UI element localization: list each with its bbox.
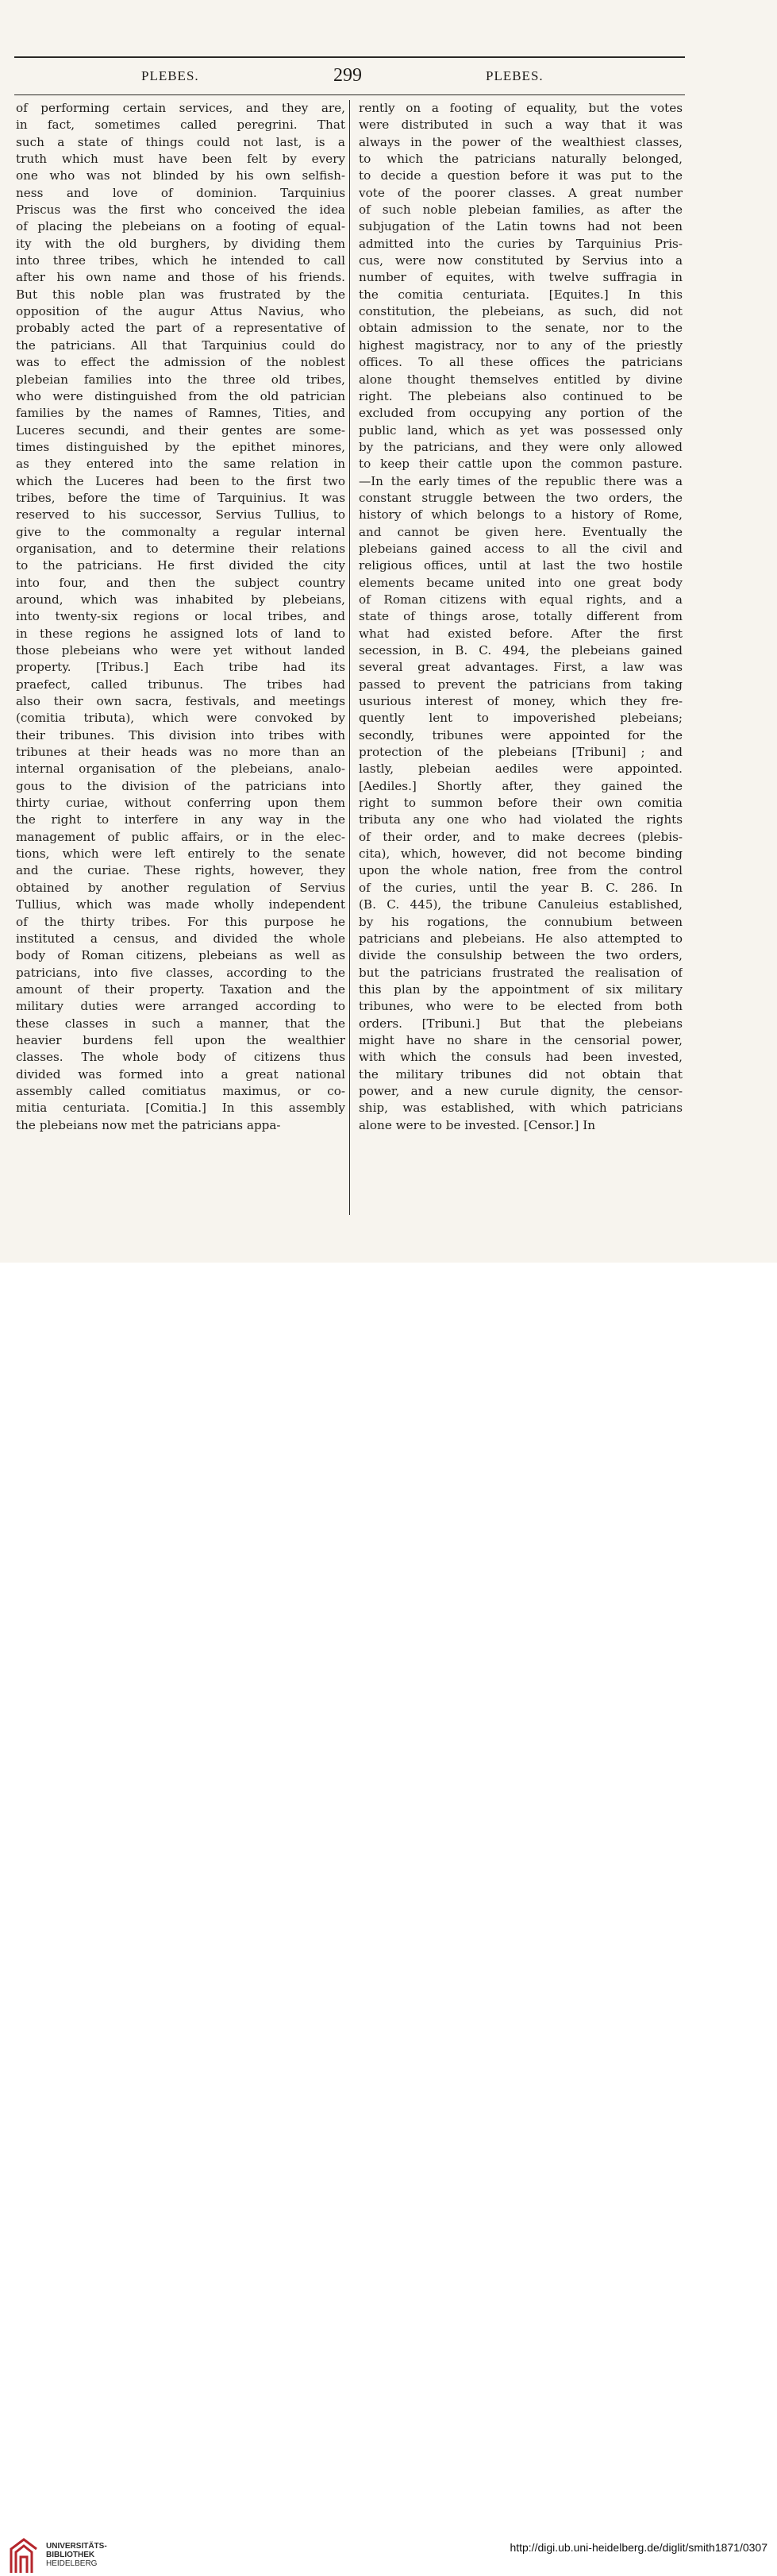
text-line: subjugation of the Latin towns had not been — [359, 219, 683, 234]
text-line: of performing certain services, and they are, — [16, 101, 345, 115]
text-line: rently on a footing of equality, but the votes — [359, 101, 683, 115]
header-rule — [14, 94, 685, 95]
text-line: in these regions he assigned lots of land to — [16, 626, 345, 641]
text-line: was to effect the admission of the noblest — [16, 355, 345, 370]
text-line: of their order, and to make decrees (plebis- — [359, 829, 683, 844]
text-line: (B. C. 445), the tribune Canuleius established, — [359, 897, 683, 912]
text-line: Priscus was the first who conceived the idea — [16, 202, 345, 218]
text-line: plebeian families into the three old tribes, — [16, 372, 345, 387]
text-line: constant struggle between the two orders, the — [359, 490, 683, 505]
text-line: of Roman citizens with equal rights, and a — [359, 592, 683, 607]
text-line: history of which belongs to a history of Rome, — [359, 507, 683, 523]
text-line: classes. The whole body of citizens thus — [16, 1050, 345, 1065]
text-line: religious offices, until at last the two hostile — [359, 558, 683, 573]
text-line: by his rogations, the connubium between — [359, 914, 683, 929]
text-line: But this noble plan was frustrated by the — [16, 287, 345, 302]
text-line: offices. To all these offices the patricians — [359, 355, 683, 370]
text-line: around, which was inhabited by plebeians, — [16, 592, 345, 607]
text-line: thirty curiae, without conferring upon them — [16, 796, 345, 811]
text-line: cus, were now constituted by Servius into a — [359, 253, 683, 268]
text-line: to which the patricians naturally belonged, — [359, 152, 683, 167]
text-line: ness and love of dominion. Tarquinius — [16, 185, 345, 200]
institution-line-3: HEIDELBERG — [46, 2559, 98, 2568]
text-line: upon the whole nation, free from the control — [359, 863, 683, 878]
text-line: times distinguished by the epithet minores, — [16, 439, 345, 454]
text-line: elements became united into one great body — [359, 575, 683, 590]
text-line: quently lent to impoverished plebeians; — [359, 711, 683, 726]
text-line: what had existed before. After the first — [359, 626, 683, 641]
text-line: property. [Tribus.] Each tribe had its — [16, 660, 345, 675]
text-line: tions, which were left entirely to the senate — [16, 846, 345, 862]
text-line: always in the power of the wealthiest classes, — [359, 134, 683, 149]
text-line: (comitia tributa), which were convoked by — [16, 711, 345, 726]
text-line: the right to interfere in any way in the — [16, 812, 345, 827]
text-line: tribunes at their heads was no more than an — [16, 745, 345, 760]
text-line: by the patricians, and they were only allowed — [359, 439, 683, 454]
text-line: gous to the division of the patricians into — [16, 778, 345, 793]
institution-name[interactable] — [46, 2542, 107, 2568]
text-line: this plan by the appointment of six military — [359, 981, 683, 997]
text-line: public land, which as yet was possessed only — [359, 422, 683, 438]
text-line: excluded from occupying any portion of the — [359, 406, 683, 421]
text-line: the patricians. All that Tarquinius could do — [16, 337, 345, 353]
text-line: probably acted the part of a representative of — [16, 321, 345, 336]
text-line: internal organisation of the plebeians, analo- — [16, 762, 345, 777]
text-line: right. The plebeians also continued to be — [359, 388, 683, 403]
text-line: the comitia centuriata. [Equites.] In this — [359, 287, 683, 302]
text-line: to keep their cattle upon the common pasture. — [359, 457, 683, 472]
page-number: 299 — [333, 65, 362, 86]
text-line: protection of the plebeians [Tribuni] ; and — [359, 745, 683, 760]
text-line: and the curiae. These rights, however, they — [16, 863, 345, 878]
text-line: [Aediles.] Shortly after, they gained the — [359, 778, 683, 793]
text-line: the plebeians now met the patricians appa- — [16, 1117, 281, 1132]
text-line: to decide a question before it was put to the — [359, 168, 683, 183]
text-line: the military tribunes did not obtain that — [359, 1066, 683, 1082]
text-line: into twenty-six regions or local tribes, and — [16, 609, 345, 624]
text-line: give to the commonalty a regular internal — [16, 524, 345, 539]
text-line: several great advantages. First, a law was — [359, 660, 683, 675]
text-line: to the patricians. He first divided the city — [16, 558, 345, 573]
text-line: into three tribes, which he intended to call — [16, 253, 345, 268]
text-line: constitution, the plebeians, as such, did not — [359, 304, 683, 319]
institution-line-2: BIBLIOTHEK — [46, 2551, 95, 2559]
text-line: amount of their property. Taxation and the — [16, 981, 345, 997]
text-line: Tullius, which was made wholly independent — [16, 897, 345, 912]
running-head-left: PLEBES. — [141, 68, 199, 83]
text-line: patricians, into five classes, according to the — [16, 965, 345, 980]
text-line: alone thought themselves entitled by divine — [359, 372, 683, 387]
top-rule — [14, 56, 685, 58]
text-line: were distributed in such a way that it was — [359, 118, 683, 133]
text-line: such a state of things could not last, is a — [16, 134, 345, 149]
text-line: vote of the poorer classes. A great number — [359, 185, 683, 200]
text-line: of the curies, until the year B. C. 286. In — [359, 880, 683, 895]
text-line: divided was formed into a great national — [16, 1066, 345, 1082]
text-line: in fact, sometimes called peregrini. That — [16, 118, 345, 133]
text-line: secondly, tribunes were appointed for the — [359, 727, 683, 742]
text-line: but the patricians frustrated the realisation of — [359, 965, 683, 980]
text-line: reserved to his successor, Servius Tullius, to — [16, 507, 345, 523]
text-line: secession, in B. C. 494, the plebeians gained — [359, 643, 683, 657]
text-line: those plebeians who were yet without landed — [16, 643, 345, 657]
source-url-link[interactable]: http://digi.ub.uni-heidelberg.de/diglit/smith1871/0307 — [510, 2541, 767, 2554]
text-line: of such noble plebeian families, as after the — [359, 202, 683, 218]
text-line: cita), which, however, did not become binding — [359, 846, 683, 862]
text-line: highest magistracy, nor to any of the priestly — [359, 337, 683, 353]
text-line: orders. [Tribuni.] But that the plebeians — [359, 1016, 683, 1031]
text-line: management of public affairs, or in the elec- — [16, 829, 345, 844]
text-line: state of things arose, totally different from — [359, 609, 683, 624]
text-line: power, and a new curule dignity, the censor- — [359, 1083, 683, 1098]
text-line: plebeians gained access to all the civil and — [359, 541, 683, 556]
text-line: tributa any one who had violated the rights — [359, 812, 683, 827]
text-line: lastly, plebeian aediles were appointed. — [359, 762, 683, 777]
text-line: might have no share in the censorial power, — [359, 1032, 683, 1047]
text-line: divide the consulship between the two orders, — [359, 948, 683, 963]
text-line: mitia centuriata. [Comitia.] In this assembly — [16, 1101, 345, 1116]
text-line: ity with the old burghers, by dividing them — [16, 236, 345, 251]
text-line: their tribunes. This division into tribes with — [16, 727, 345, 742]
text-line: alone were to be invested. [Censor.] In — [359, 1117, 596, 1132]
text-line: patricians and plebeians. He also attempted to — [359, 931, 683, 946]
scanned-page — [0, 0, 777, 1263]
text-line: —In the early times of the republic there was a — [359, 473, 683, 488]
footer-bar — [0, 1263, 777, 2568]
text-line: one who was not blinded by his own selfish- — [16, 168, 345, 183]
running-head-right: PLEBES. — [486, 68, 544, 83]
text-line: military duties were arranged according to — [16, 999, 345, 1014]
text-line: right to summon before their own comitia — [359, 796, 683, 811]
text-line: organisation, and to determine their relations — [16, 541, 345, 556]
text-line: admitted into the curies by Tarquinius Pris- — [359, 236, 683, 251]
text-line: tribes, before the time of Tarquinius. It was — [16, 490, 345, 505]
text-line: ship, was established, with which patricians — [359, 1101, 683, 1116]
text-column-left — [16, 100, 345, 1134]
text-line: opposition of the augur Attus Navius, who — [16, 304, 345, 319]
text-line: assembly called comitiatus maximus, or co- — [16, 1083, 345, 1098]
text-line: with which the consuls had been invested, — [359, 1050, 683, 1065]
text-line: which the Luceres had been to the first two — [16, 473, 345, 488]
text-line: after his own name and those of his friends. — [16, 270, 345, 285]
text-line: families by the names of Ramnes, Tities, and — [16, 406, 345, 421]
text-line: usurious interest of money, which they fre- — [359, 694, 683, 709]
text-line: also their own sacra, festivals, and meetings — [16, 694, 345, 709]
text-line: obtained by another regulation of Servius — [16, 880, 345, 895]
text-line: of the thirty tribes. For this purpose he — [16, 914, 345, 929]
text-line: praefect, called tribunus. The tribes had — [16, 677, 345, 692]
text-line: Luceres secundi, and their gentes are some- — [16, 422, 345, 438]
text-line: number of equites, with twelve suffragia in — [359, 270, 683, 285]
ub-heidelberg-logo-icon[interactable] — [8, 2536, 40, 2576]
text-line: heavier burdens fell upon the wealthier — [16, 1032, 345, 1047]
text-line: into four, and then the subject country — [16, 575, 345, 590]
text-line: these classes in such a manner, that the — [16, 1016, 345, 1031]
column-divider — [349, 100, 350, 1215]
text-line: instituted a census, and divided the whole — [16, 931, 345, 946]
text-line: obtain admission to the senate, nor to the — [359, 321, 683, 336]
institution-line-1: UNIVERSITÄTS- — [46, 2542, 107, 2551]
text-line: body of Roman citizens, plebeians as well as — [16, 948, 345, 963]
text-line: truth which must have been felt by every — [16, 152, 345, 167]
text-line: tribunes, who were to be elected from both — [359, 999, 683, 1014]
text-line: as they entered into the same relation in — [16, 457, 345, 472]
text-line: and cannot be given here. Eventually the — [359, 524, 683, 539]
text-line: of placing the plebeians on a footing of equal- — [16, 219, 345, 234]
text-line: passed to prevent the patricians from taking — [359, 677, 683, 692]
text-line: who were distinguished from the old patrician — [16, 388, 345, 403]
text-column-right — [359, 100, 683, 1134]
